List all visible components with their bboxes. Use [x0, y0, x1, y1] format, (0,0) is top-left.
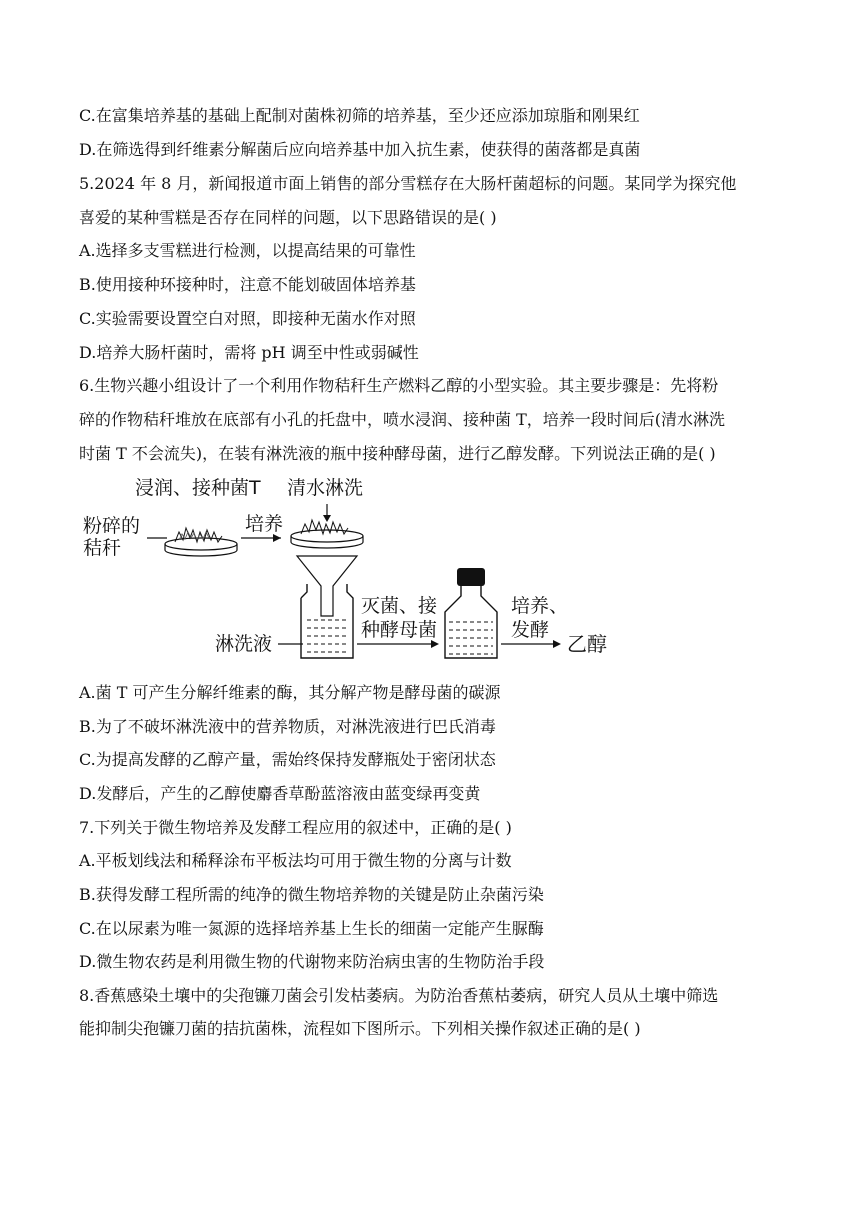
tray-with-straw — [165, 528, 237, 556]
line-10: 时菌 T 不会流失)，在装有淋洗液的瓶中接种酵母菌，进行乙醇发酵。下列说法正确的是( ) — [79, 444, 716, 463]
label-straw: 秸秆 — [83, 537, 122, 559]
line-16: A.平板划线法和稀释涂布平板法均可用于微生物的分离与计数 — [79, 851, 512, 870]
line-4: A.选择多支雪糕进行检测，以提高结果的可靠性 — [79, 241, 416, 260]
line-0: C.在富集培养基的基础上配制对菌株初筛的培养基，至少还应添加琼脂和刚果红 — [79, 106, 640, 125]
line-17: B.获得发酵工程所需的纯净的微生物培养物的关键是防止杂菌污染 — [79, 885, 544, 904]
label-straw: 粉碎的 — [83, 515, 141, 537]
line-14: D.发酵后，产生的乙醇使麝香草酚蓝溶液由蓝变绿再变黄 — [79, 784, 481, 803]
line-13: C.为提高发酵的乙醇产量，需始终保持发酵瓶处于密闭状态 — [79, 750, 496, 769]
tray-rinsed — [291, 504, 363, 548]
label-sterilize: 种酵母菌 — [361, 619, 438, 641]
line-21: 能抑制尖孢镰刀菌的拮抗菌株，流程如下图所示。下列相关操作叙述正确的是( ) — [79, 1019, 641, 1038]
line-1: D.在筛选得到纤维素分解菌后应向培养基中加入抗生素，使获得的菌落都是真菌 — [79, 140, 641, 159]
label-wash-liquid: 淋洗液 — [215, 633, 273, 655]
line-6: C.实验需要设置空白对照，即接种无菌水作对照 — [79, 309, 416, 328]
line-18: C.在以尿素为唯一氮源的选择培养基上生长的细菌一定能产生脲酶 — [79, 919, 544, 938]
label-sterilize: 灭菌、接 — [361, 595, 438, 617]
label-ferment: 发酵 — [511, 619, 550, 641]
label-rinse: 清水淋洗 — [287, 477, 364, 499]
funnel — [297, 556, 357, 616]
ethanol-production-diagram — [75, 470, 635, 670]
line-19: D.微生物农药是利用微生物的代谢物来防治病虫害的生物防治手段 — [79, 952, 545, 971]
line-7: D.培养大肠杆菌时，需将 pH 调至中性或弱碱性 — [79, 343, 419, 362]
line-3: 喜爱的某种雪糕是否存在同样的问题，以下思路错误的是( ) — [79, 208, 497, 227]
label-culture: 培养 — [245, 513, 284, 535]
line-2: 5.2024 年 8 月，新闻报道市面上销售的部分雪糕存在大肠杆菌超标的问题。某同学为探究他 — [79, 174, 737, 193]
label-soak: 浸润、接种菌T — [135, 477, 261, 499]
label-ferment: 培养、 — [511, 595, 569, 617]
line-9: 碎的作物秸秆堆放在底部有小孔的托盘中，喷水浸润、接种菌 T，培养一段时间后(清水淋洗 — [79, 410, 726, 429]
line-15: 7.下列关于微生物培养及发酵工程应用的叙述中，正确的是( ) — [79, 818, 512, 837]
bottle-fermentation — [445, 568, 497, 658]
line-8: 6.生物兴趣小组设计了一个利用作物秸秆生产燃料乙醇的小型实验。其主要步骤是：先将粉 — [79, 376, 719, 395]
line-5: B.使用接种环接种时，注意不能划破固体培养基 — [79, 275, 416, 294]
line-11: A.菌 T 可产生分解纤维素的酶，其分解产物是酵母菌的碳源 — [79, 683, 501, 702]
label-ethanol: 乙醇 — [567, 632, 607, 656]
line-20: 8.香蕉感染土壤中的尖孢镰刀菌会引发枯萎病。为防治香蕉枯萎病，研究人员从土壤中筛选 — [79, 986, 719, 1005]
line-12: B.为了不破坏淋洗液中的营养物质，对淋洗液进行巴氏消毒 — [79, 717, 496, 736]
